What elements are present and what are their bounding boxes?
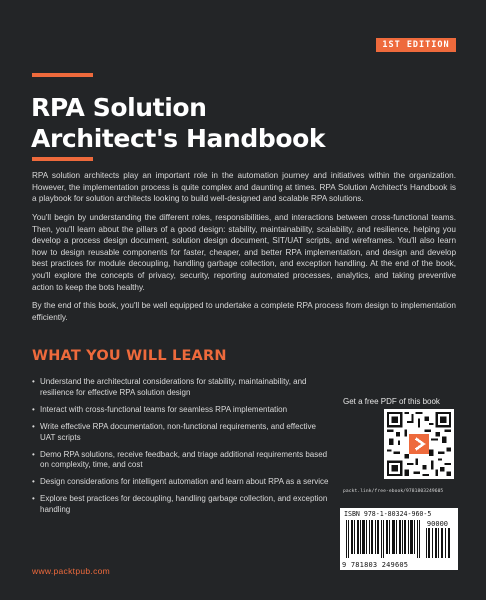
barcode-digits: 9 781803 249605 bbox=[342, 561, 409, 569]
isbn-number: ISBN 978-1-80324-960-5 bbox=[344, 510, 432, 518]
isbn-barcode bbox=[340, 508, 458, 570]
barcode-bars-icon bbox=[346, 520, 420, 558]
learn-item-text: Understand the architectural considerations for stability, maintainability, and resilience for effective RPA solution design bbox=[40, 377, 307, 397]
learn-item bbox=[32, 405, 332, 416]
price-barcode-bars-icon bbox=[426, 528, 450, 558]
bullet-icon: • bbox=[32, 377, 35, 386]
learn-item bbox=[32, 450, 332, 472]
description-paragraph: By the end of this book, you'll be well equipped to undertake a complete RPA process from design to implementation efficiently. bbox=[32, 301, 456, 322]
learn-item bbox=[32, 494, 332, 516]
bullet-icon: • bbox=[32, 477, 35, 487]
learn-item-text: Write effective RPA documentation, non-functional requirements, and effective UAT scripts bbox=[40, 421, 317, 442]
book-title-line2: Architect's Handbook bbox=[31, 124, 326, 153]
bullet-icon: • bbox=[32, 494, 35, 504]
learn-item bbox=[32, 422, 332, 444]
bullet-icon: • bbox=[32, 404, 35, 414]
learn-item-text: Design considerations for intelligent automation and learn about RPA as a service bbox=[40, 477, 329, 487]
title-top-rule bbox=[32, 73, 93, 77]
bullet-icon: • bbox=[32, 421, 35, 431]
learn-item bbox=[32, 377, 332, 399]
learn-item-text: Demo RPA solutions, receive feedback, and triage additional requirements based on complexity, time, and cost bbox=[40, 449, 328, 470]
book-title bbox=[31, 92, 431, 154]
free-pdf-link[interactable]: packt.link/free-ebook/9781803249605 bbox=[343, 489, 444, 494]
bullet-icon: • bbox=[32, 449, 35, 459]
learn-heading: WHAT YOU WILL LEARN bbox=[32, 348, 227, 364]
description-paragraph: RPA solution architects play an important role in the automation journey and initiatives within the organization. However, the implementation process is quite complex and daunting at times. RPA Solution Architect's Handbook is a playbook for solution architects looking to build well-designed and scalable RPA solutions. bbox=[32, 171, 456, 204]
learn-item bbox=[32, 477, 332, 488]
book-title-line1: RPA Solution bbox=[31, 93, 207, 122]
edition-badge: 1ST EDITION bbox=[376, 38, 456, 52]
publisher-website-link[interactable]: www.packtpub.com bbox=[32, 566, 111, 576]
title-bottom-rule bbox=[32, 157, 93, 161]
learn-item-text: Explore best practices for decoupling, handling garbage collection, and exception handling bbox=[40, 494, 328, 515]
qr-code-icon bbox=[387, 412, 451, 476]
learn-list bbox=[32, 377, 332, 522]
description-paragraph: You'll begin by understanding the different roles, responsibilities, and interactions between cross-functional teams. Then, you'll learn about the pillars of a good design: stability, maintainability, scalability, and resilience, helping you develop a process design document, solution design document, SIT/UAT scripts, and wireframes. You'll also learn how to design reusable components for faster, cheaper, and better RPA implementation, and design and develop best practices for module decoupling, handling garbage collection, and exception handling. At the end of the book, you'll explore the concepts of privacy, security, reporting automated processes, analytics, and taking preventive action to keep the bots healthy. bbox=[32, 212, 456, 292]
price-code: 90000 bbox=[426, 520, 448, 528]
learn-item-text: Interact with cross-functional teams for seamless RPA implementation bbox=[40, 404, 288, 414]
book-description bbox=[32, 170, 456, 331]
free-pdf-label: Get a free PDF of this book bbox=[343, 397, 440, 406]
qr-code[interactable] bbox=[384, 409, 454, 479]
